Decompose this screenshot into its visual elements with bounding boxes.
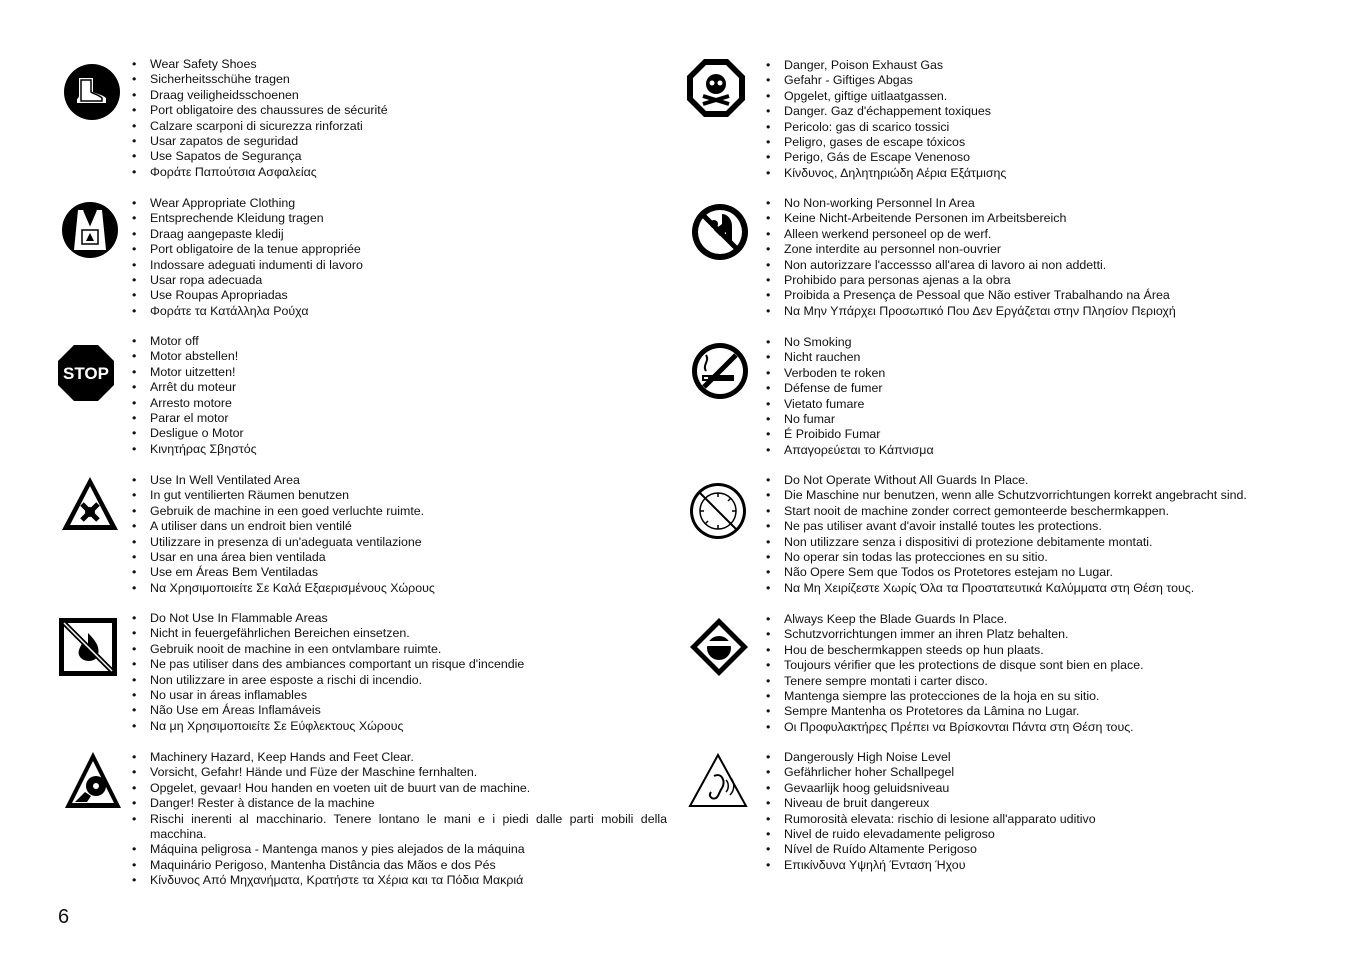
list-item: • Use In Well Ventilated Area: [132, 473, 652, 488]
list-machinery: [132, 750, 667, 889]
list-item: • Φοράτε τα Κατάλληλα Ρούχα: [132, 304, 652, 319]
list-item: • Zone interdite au personnel non-ouvrier: [766, 242, 1326, 257]
list-item: • Να Μην Υπάρχει Προσωπικό Που Δεν Εργάζεται στην Πλησίον Περιοχή: [766, 304, 1326, 319]
list-item: • Do Not Operate Without All Guards In Place.: [766, 473, 1326, 488]
list-item: • Alleen werkend personeel op de werf.: [766, 227, 1326, 242]
safety-shoes-icon: [62, 62, 122, 122]
noise-warning-icon: [688, 752, 748, 812]
list-item: • No Smoking: [766, 335, 1326, 350]
list-item: • Utilizzare in presenza di un'adeguata ventilazione: [132, 535, 652, 550]
list-item: • No usar in áreas inflamables: [132, 688, 652, 703]
list-item: • Use Sapatos de Segurança: [132, 149, 652, 164]
svg-text:STOP: STOP: [63, 364, 109, 383]
list-item: • Desligue o Motor: [132, 426, 652, 441]
list-item: • Sicherheitsschühe tragen: [132, 72, 652, 87]
list-item: • Wear Safety Shoes: [132, 57, 652, 72]
list-item: • Use em Áreas Bem Ventiladas: [132, 565, 652, 580]
list-ventilation: [132, 473, 652, 596]
list-item: • Wear Appropriate Clothing: [132, 196, 652, 211]
list-item: • Port obligatoire de la tenue appropriée: [132, 242, 652, 257]
list-item: • Calzare scarponi di sicurezza rinforzati: [132, 119, 652, 134]
list-item: • Toujours vérifier que les protections de disque sont bien en place.: [766, 658, 1326, 673]
list-item: • Não Use em Áreas Inflamáveis: [132, 703, 652, 718]
list-item: • Schutzvorrichtungen immer an ihren Platz behalten.: [766, 627, 1326, 642]
list-item: • Gebruik nooit de machine in een ontvlambare ruimte.: [132, 642, 652, 657]
list-blade-guard: [766, 612, 1326, 735]
list-item: • Να Μη Χειρίζεστε Χωρίς Όλα τα Προστατευτικά Καλύμματα στη Θέση τους.: [766, 581, 1326, 596]
list-item: • Nível de Ruído Altamente Perigoso: [766, 842, 1326, 857]
list-item: • Parar el motor: [132, 411, 652, 426]
list-item: • Do Not Use In Flammable Areas: [132, 611, 652, 626]
list-item: • Κίνδυνος, Δηλητηριώδη Αέρια Εξάτμισης: [766, 166, 1326, 181]
list-item: • Dangerously High Noise Level: [766, 750, 1326, 765]
list-item: • Peligro, gases de escape tóxicos: [766, 135, 1326, 150]
list-item: • Mantenga siempre las protecciones de la hoja en su sitio.: [766, 689, 1326, 704]
stop-sign-icon: [56, 343, 116, 403]
list-item: • Niveau de bruit dangereux: [766, 796, 1326, 811]
no-smoking-icon: [690, 341, 750, 401]
list-item: • Usar zapatos de seguridad: [132, 134, 652, 149]
list-item: • Start nooit de machine zonder correct gemonteerde beschermkappen.: [766, 504, 1326, 519]
list-item: • Rumorosità elevata: rischio di lesione all'apparato uditivo: [766, 812, 1326, 827]
list-item: • No Non-working Personnel In Area: [766, 196, 1326, 211]
poison-gas-icon: [686, 58, 746, 118]
list-item: • Να Χρησιμοποιείτε Σε Καλά Εξαερισμένους Χώρους: [132, 581, 652, 596]
no-flammable-icon: [58, 617, 118, 677]
list-safety-shoes: [132, 57, 652, 180]
list-no-smoking: [766, 335, 1326, 458]
list-item: • Non utilizzare senza i dispositivi di protezione debitamente montati.: [766, 535, 1326, 550]
list-item: • Opgelet, giftige uitlaatgassen.: [766, 89, 1326, 104]
list-item: • No fumar: [766, 412, 1326, 427]
list-item: • Usar en una área bien ventilada: [132, 550, 652, 565]
list-item: • No operar sin todas las protecciones en su sitio.: [766, 550, 1326, 565]
list-item: • Nicht in feuergefährlichen Bereichen einsetzen.: [132, 626, 652, 641]
list-item: • Opgelet, gevaar! Hou handen en voeten uit de buurt van de machine.: [132, 781, 667, 796]
no-personnel-icon: [690, 202, 750, 262]
list-item: • Nicht rauchen: [766, 350, 1326, 365]
list-item: • Κίνδυνος Από Μηχανήματα, Κρατήστε τα Χέρια και τα Πόδια Μακριά: [132, 873, 667, 888]
machinery-hazard-icon: [63, 750, 123, 810]
list-item: • Gefahr - Giftiges Abgas: [766, 73, 1326, 88]
list-item: • Gefährlicher hoher Schallpegel: [766, 765, 1326, 780]
list-item: • Maquinário Perigoso, Mantenha Distância das Mãos e dos Pés: [132, 858, 667, 873]
list-item: • Perigo, Gás de Escape Venenoso: [766, 150, 1326, 165]
list-item: • Máquina peligrosa - Mantenga manos y pies alejados de la máquina: [132, 842, 667, 857]
list-item: • Prohibido para personas ajenas a la obra: [766, 273, 1326, 288]
list-item: • Machinery Hazard, Keep Hands and Feet Clear.: [132, 750, 667, 765]
list-item: • Die Maschine nur benutzen, wenn alle Schutzvorrichtungen korrekt angebracht sind.: [766, 488, 1326, 503]
list-poison-gas: [766, 58, 1326, 181]
list-no-personnel: [766, 196, 1326, 319]
list-item: • Défense de fumer: [766, 381, 1326, 396]
list-item: • Usar ropa adecuada: [132, 273, 652, 288]
list-item: • Οι Προφυλακτήρες Πρέπει να Βρίσκονται Πάντα στη Θέση τους.: [766, 720, 1326, 735]
list-item: • Ne pas utiliser avant d'avoir installé toutes les protections.: [766, 519, 1326, 534]
list-item: • Rischi inerenti al macchinario. Tenere lontano le mani e i piedi dalle parti mobili della macchina.: [132, 812, 667, 843]
list-item: • Pericolo: gas di scarico tossici: [766, 120, 1326, 135]
ventilation-warning-icon: [60, 474, 120, 534]
list-item: • Always Keep the Blade Guards In Place.: [766, 612, 1326, 627]
list-item: • Keine Nicht-Arbeitende Personen im Arbeitsbereich: [766, 211, 1326, 226]
list-item: • Gebruik de machine in een goed verluchte ruimte.: [132, 504, 652, 519]
blade-guard-icon: [689, 617, 749, 677]
list-item: • Motor abstellen!: [132, 349, 652, 364]
list-item: • Danger! Rester à distance de la machine: [132, 796, 667, 811]
list-item: • Entsprechende Kleidung tragen: [132, 211, 652, 226]
list-item: • In gut ventilierten Räumen benutzen: [132, 488, 652, 503]
list-item: • Επικίνδυνα Υψηλή Ένταση Ήχου: [766, 858, 1326, 873]
list-item: • Verboden te roken: [766, 366, 1326, 381]
list-motor-off: [132, 334, 652, 457]
list-item: • Non autorizzare l'accessso all'area di lavoro ai non addetti.: [766, 258, 1326, 273]
list-item: • Απαγορεύεται το Κάπνισμα: [766, 443, 1326, 458]
list-item: • Sempre Mantenha os Protetores da Lâmina no Lugar.: [766, 704, 1326, 719]
list-flammable: [132, 611, 652, 734]
list-item: • Non utilizzare in aree esposte a rischi di incendio.: [132, 673, 652, 688]
list-item: • Proibida a Presença de Pessoal que Não estiver Trabalhando na Área: [766, 288, 1326, 303]
list-item: • Vorsicht, Gefahr! Hände und Füze der Maschine fernhalten.: [132, 765, 667, 780]
list-clothing: [132, 196, 652, 319]
list-item: • Motor uitzetten!: [132, 365, 652, 380]
list-guards: [766, 473, 1326, 596]
list-item: • Indossare adeguati indumenti di lavoro: [132, 258, 652, 273]
list-item: • Nivel de ruido elevadamente peligroso: [766, 827, 1326, 842]
list-item: • Ne pas utiliser dans des ambiances comportant un risque d'incendie: [132, 657, 652, 672]
list-item: • A utiliser dans un endroit bien ventilé: [132, 519, 652, 534]
list-item: • Motor off: [132, 334, 652, 349]
list-item: • Vietato fumare: [766, 397, 1326, 412]
list-item: • Danger, Poison Exhaust Gas: [766, 58, 1326, 73]
list-item: • Port obligatoire des chaussures de sécurité: [132, 103, 652, 118]
list-item: • Tenere sempre montati i carter disco.: [766, 674, 1326, 689]
list-item: • Κινητήρας Σβηστός: [132, 442, 652, 457]
list-item: • Να μη Χρησιμοποιείτε Σε Εύφλεκτους Χώρους: [132, 719, 652, 734]
list-item: • Arrêt du moteur: [132, 380, 652, 395]
list-item: • Draag veiligheidsschoenen: [132, 88, 652, 103]
list-item: • Gevaarlijk hoog geluidsniveau: [766, 781, 1326, 796]
list-item: • Φοράτε Παπούτσια Ασφαλείας: [132, 165, 652, 180]
page-number: 6: [58, 906, 70, 928]
protective-clothing-icon: [60, 200, 120, 260]
list-item: • Não Opere Sem que Todos os Protetores estejam no Lugar.: [766, 565, 1326, 580]
list-item: • Draag aangepaste kledij: [132, 227, 652, 242]
list-item: • Arresto motore: [132, 396, 652, 411]
list-item: • Hou de beschermkappen steeds op hun plaats.: [766, 643, 1326, 658]
list-item: • Danger. Gaz d'échappement toxiques: [766, 104, 1326, 119]
list-item: • É Proibido Fumar: [766, 427, 1326, 442]
list-item: • Use Roupas Apropriadas: [132, 288, 652, 303]
guards-in-place-icon: [688, 481, 748, 541]
list-noise: [766, 750, 1326, 873]
